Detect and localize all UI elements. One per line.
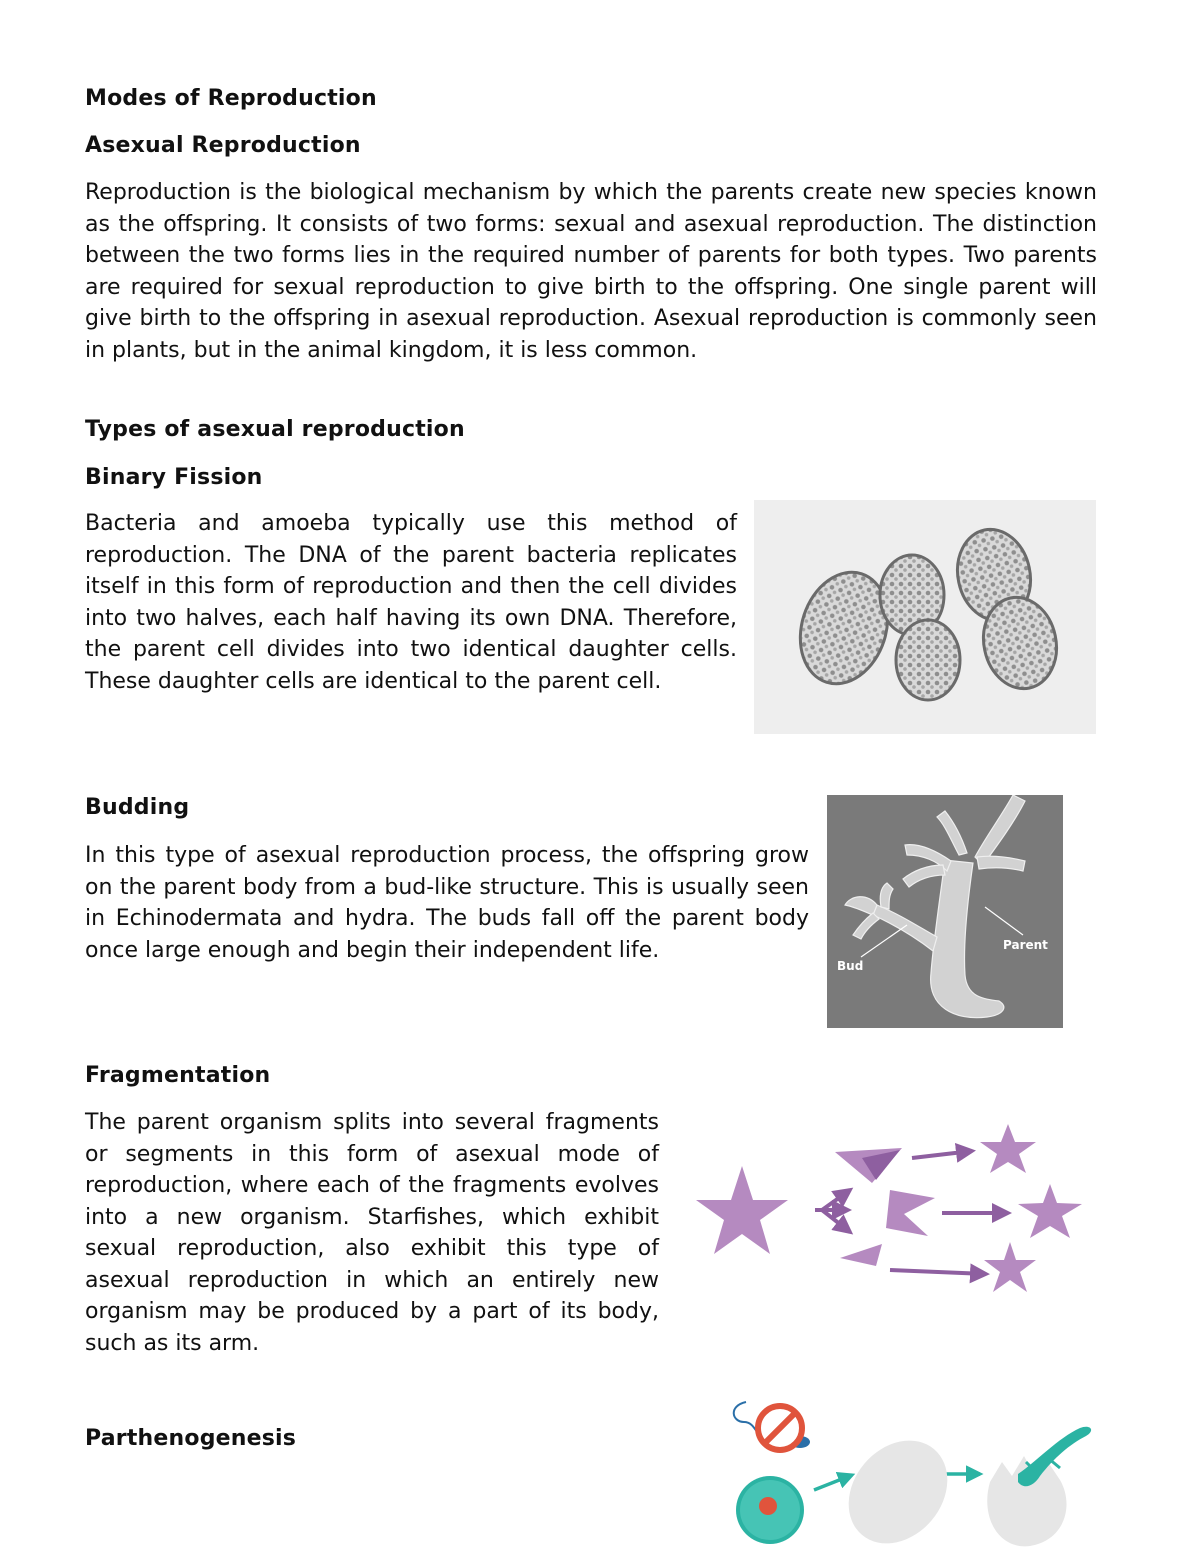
- page-title: Modes of Reproduction: [85, 86, 377, 111]
- binary-fission-text: Bacteria and amoeba typically use this method of reproduction. The DNA of the parent bacteria replicates itself in this form of reproduction and then the cell divides into two halves, each half having its own DNA. Therefore, the parent cell divides into two identical daughter cells. These daughter cells are identical to the parent cell.: [85, 511, 737, 694]
- new-starfish-1: [980, 1124, 1036, 1173]
- egg: [828, 1421, 967, 1553]
- binary-fission-heading: Binary Fission: [85, 465, 263, 490]
- section-heading-asexual: Asexual Reproduction: [85, 133, 361, 158]
- new-starfish-3: [984, 1242, 1036, 1292]
- starfish-fragmentation-image: [690, 1118, 1090, 1310]
- bud-label: Bud: [837, 959, 864, 973]
- intro-paragraph: Reproduction is the biological mechanism by which the parents create new species known as the offspring. It consists of two forms: sexual and asexual reproduction. The distinction between the two forms lies in the required number of parents for both types. Two parents are required for sexual reproduction to give birth to the offspring. One single parent will give birth to the offspring in asexual reproduction. Asexual reproduction is commonly seen in plants, but in the animal kingdom, it is less common.: [85, 180, 1097, 363]
- new-starfish-2: [1018, 1184, 1082, 1238]
- parthenogenesis-heading: Parthenogenesis: [85, 1426, 297, 1451]
- fragment-bottom: [840, 1244, 882, 1266]
- parthenogenesis-image: [718, 1392, 1100, 1553]
- parent-label: Parent: [1003, 938, 1048, 952]
- types-heading: Types of asexual reproduction: [85, 417, 465, 442]
- parent-starfish: [696, 1166, 788, 1254]
- budding-heading: Budding: [85, 795, 190, 820]
- fragmentation-text: The parent organism splits into several fragments or segments in this form of asexual mode of reproduction, where each of the fragments evolves into a new organism. Starfishes, which exhibit sexual reproduction, also exhibit this type of asexual reproduction in which an entirely new organism may be produced by a part of its body, such as its arm.: [85, 1110, 659, 1356]
- fragment-middle: [886, 1190, 935, 1236]
- hydra-budding-image: [827, 795, 1063, 1028]
- fragmentation-heading: Fragmentation: [85, 1063, 271, 1088]
- binary-fission-image: [754, 500, 1096, 734]
- budding-text: In this type of asexual reproduction process, the offspring grow on the parent body from a bud-like structure. This is usually seen in Echinodermata and hydra. The buds fall off the parent body once large enough and begin their independent life.: [85, 843, 809, 963]
